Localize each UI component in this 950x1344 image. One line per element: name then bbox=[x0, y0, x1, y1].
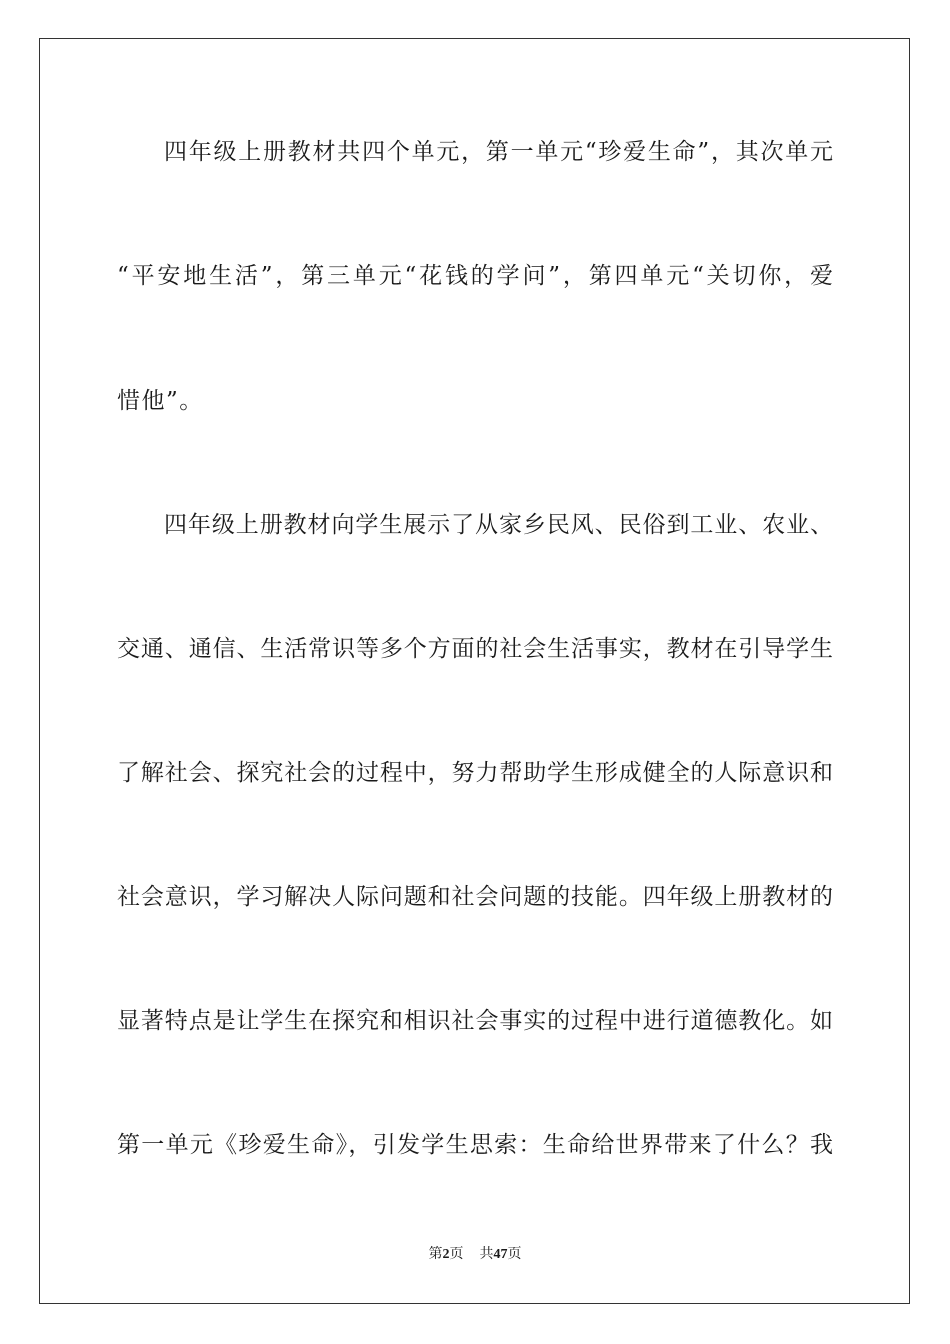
paragraph-1-line-3: 惜他”。 bbox=[117, 388, 204, 414]
footer-total-prefix: 共 bbox=[479, 1247, 494, 1262]
footer-total-suffix: 页 bbox=[507, 1247, 522, 1262]
paragraph-2-line-4: 社会意识，学习解决人际问题和社会问题的技能。四年级上册教材的 bbox=[117, 884, 833, 910]
page-footer bbox=[0, 1246, 950, 1264]
footer-page-prefix: 第 bbox=[428, 1247, 443, 1262]
paragraph-2-line-2: 交通、通信、生活常识等多个方面的社会生活事实，教材在引导学生 bbox=[117, 636, 833, 662]
page-border bbox=[39, 38, 910, 1304]
paragraph-1-line-2: “平安地生活”，第三单元“花钱的学问”，第四单元“关切你，爱 bbox=[117, 263, 833, 289]
paragraph-2-line-5: 显著特点是让学生在探究和相识社会事实的过程中进行道德教化。如 bbox=[117, 1008, 833, 1034]
paragraph-2-line-1: 四年级上册教材向学生展示了从家乡民风、民俗到工业、农业、 bbox=[164, 512, 833, 538]
paragraph-2-line-6: 第一单元《珍爱生命》，引发学生思索：生命给世界带来了什么？我 bbox=[117, 1132, 833, 1158]
paragraph-2-line-3: 了解社会、探究社会的过程中，努力帮助学生形成健全的人际意识和 bbox=[117, 760, 833, 786]
footer-total-pages: 47 bbox=[493, 1247, 508, 1262]
footer-page-number: 2 bbox=[442, 1247, 450, 1262]
footer-page-suffix: 页 bbox=[449, 1247, 464, 1262]
paragraph-1-line-1: 四年级上册教材共四个单元，第一单元“珍爱生命”，其次单元 bbox=[164, 139, 833, 165]
